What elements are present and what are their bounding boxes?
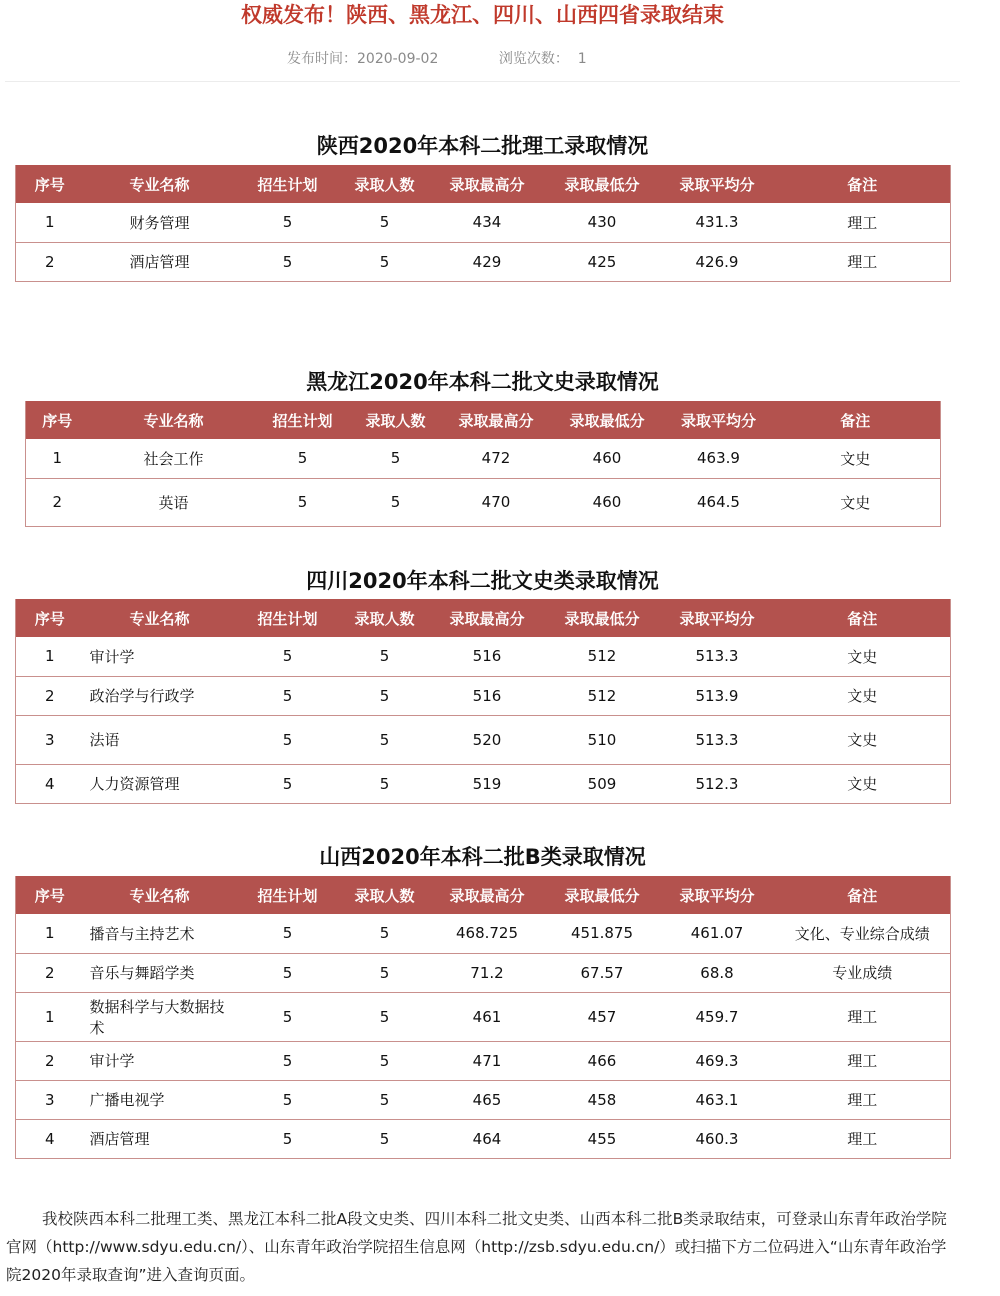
admission-table-sichuan bbox=[15, 599, 951, 804]
col-remark-cell: 文史 bbox=[771, 478, 941, 526]
admission-table-heilongjiang bbox=[25, 401, 941, 527]
col-max-score-cell: 461 bbox=[430, 992, 545, 1041]
col-plan-cell: 5 bbox=[236, 715, 340, 764]
col-admitted-cell: 5 bbox=[340, 242, 430, 281]
col-plan-cell: 5 bbox=[236, 1080, 340, 1119]
col-remark-cell: 文史 bbox=[775, 676, 951, 715]
col-max-score-header: 录取最高分 bbox=[445, 401, 548, 439]
col-major-cell: 财务管理 bbox=[84, 203, 236, 242]
col-avg-score-cell: 461.07 bbox=[660, 914, 775, 953]
col-min-score-cell: 458 bbox=[545, 1080, 660, 1119]
col-remark-header: 备注 bbox=[775, 165, 951, 203]
col-major-cell: 社会工作 bbox=[89, 439, 259, 478]
col-remark-cell: 理工 bbox=[775, 1041, 951, 1080]
col-index-cell: 1 bbox=[26, 439, 89, 478]
col-max-score-cell: 520 bbox=[430, 715, 545, 764]
col-major-cell: 审计学 bbox=[84, 1041, 236, 1080]
section-title-shaanxi: 陕西2020年本科二批理工录取情况 bbox=[316, 134, 649, 158]
view-count bbox=[499, 48, 587, 70]
table-row bbox=[16, 715, 951, 764]
table-row bbox=[16, 914, 951, 953]
col-max-score-header: 录取最高分 bbox=[430, 165, 545, 203]
col-avg-score-cell: 513.3 bbox=[660, 715, 775, 764]
col-major-cell: 音乐与舞蹈学类 bbox=[84, 953, 236, 992]
col-min-score-cell: 455 bbox=[545, 1119, 660, 1158]
section-title-heilongjiang: 黑龙江2020年本科二批文史录取情况 bbox=[306, 370, 659, 394]
col-major-cell: 酒店管理 bbox=[84, 1119, 236, 1158]
col-max-score-cell: 516 bbox=[430, 676, 545, 715]
footer-note: 我校陕西本科二批理工类、黑龙江本科二批A段文史类、四川本科二批文史类、山西本科二批B类录取结束，可登录山东青年政治学院官网（http://www.sdyu.edu.cn/）、山东青年政治学院招生信息网（http://zsb.sdyu.edu.cn/）或扫描下方二位码进入“山东青年政治学院2020年录取查询”进入查询页面。 bbox=[6, 1210, 947, 1284]
col-max-score-cell: 516 bbox=[430, 637, 545, 676]
col-min-score-header: 录取最低分 bbox=[545, 876, 660, 914]
col-admitted-cell: 5 bbox=[340, 914, 430, 953]
col-remark-cell: 文史 bbox=[771, 439, 941, 478]
col-min-score-cell: 509 bbox=[545, 764, 660, 803]
col-min-score-header: 录取最低分 bbox=[548, 401, 667, 439]
col-plan-cell: 5 bbox=[236, 1119, 340, 1158]
col-remark-cell: 理工 bbox=[775, 203, 951, 242]
col-admitted-cell: 5 bbox=[340, 953, 430, 992]
col-min-score-cell: 451.875 bbox=[545, 914, 660, 953]
col-index-cell: 2 bbox=[16, 1041, 84, 1080]
table-row bbox=[16, 953, 951, 992]
col-max-score-cell: 468.725 bbox=[430, 914, 545, 953]
col-avg-score-cell: 513.3 bbox=[660, 637, 775, 676]
col-min-score-cell: 510 bbox=[545, 715, 660, 764]
table-row bbox=[16, 203, 951, 242]
col-plan-cell: 5 bbox=[236, 764, 340, 803]
table-row bbox=[16, 242, 951, 281]
col-admitted-cell: 5 bbox=[340, 1041, 430, 1080]
table-row bbox=[16, 1041, 951, 1080]
col-major-header: 专业名称 bbox=[89, 401, 259, 439]
col-min-score-header: 录取最低分 bbox=[545, 165, 660, 203]
col-index-cell: 3 bbox=[16, 1080, 84, 1119]
col-min-score-cell: 460 bbox=[548, 478, 667, 526]
section-title-shanxi: 山西2020年本科二批B类录取情况 bbox=[319, 845, 646, 869]
col-remark-cell: 理工 bbox=[775, 242, 951, 281]
col-major-cell: 数据科学与大数据技术 bbox=[84, 992, 236, 1041]
section-title-sichuan: 四川2020年本科二批文史类录取情况 bbox=[306, 569, 659, 593]
col-plan-cell: 5 bbox=[236, 637, 340, 676]
col-plan-header: 招生计划 bbox=[236, 165, 340, 203]
col-remark-cell: 文史 bbox=[775, 715, 951, 764]
col-max-score-cell: 434 bbox=[430, 203, 545, 242]
col-index-cell: 4 bbox=[16, 1119, 84, 1158]
col-remark-cell: 文史 bbox=[775, 637, 951, 676]
col-avg-score-cell: 513.9 bbox=[660, 676, 775, 715]
col-admitted-cell: 5 bbox=[340, 764, 430, 803]
col-index-cell: 2 bbox=[16, 242, 84, 281]
col-major-cell: 广播电视学 bbox=[84, 1080, 236, 1119]
col-major-cell: 酒店管理 bbox=[84, 242, 236, 281]
col-index-header: 序号 bbox=[26, 401, 89, 439]
col-max-score-cell: 465 bbox=[430, 1080, 545, 1119]
col-index-cell: 3 bbox=[16, 715, 84, 764]
col-major-cell: 政治学与行政学 bbox=[84, 676, 236, 715]
col-avg-score-cell: 431.3 bbox=[660, 203, 775, 242]
col-avg-score-header: 录取平均分 bbox=[660, 599, 775, 637]
col-plan-header: 招生计划 bbox=[236, 876, 340, 914]
col-index-cell: 1 bbox=[16, 637, 84, 676]
col-plan-cell: 5 bbox=[236, 203, 340, 242]
col-avg-score-cell: 426.9 bbox=[660, 242, 775, 281]
col-min-score-cell: 460 bbox=[548, 439, 667, 478]
col-index-cell: 1 bbox=[16, 914, 84, 953]
table-header-row bbox=[26, 401, 941, 439]
col-plan-cell: 5 bbox=[236, 914, 340, 953]
col-major-header: 专业名称 bbox=[84, 165, 236, 203]
col-max-score-header: 录取最高分 bbox=[430, 876, 545, 914]
col-plan-cell: 5 bbox=[236, 676, 340, 715]
col-min-score-header: 录取最低分 bbox=[545, 599, 660, 637]
col-index-cell: 2 bbox=[16, 676, 84, 715]
admission-table-shaanxi bbox=[15, 165, 951, 282]
col-index-cell: 2 bbox=[16, 953, 84, 992]
col-avg-score-cell: 512.3 bbox=[660, 764, 775, 803]
table-header-row bbox=[16, 876, 951, 914]
col-remark-header: 备注 bbox=[775, 876, 951, 914]
col-avg-score-cell: 459.7 bbox=[660, 992, 775, 1041]
col-avg-score-cell: 460.3 bbox=[660, 1119, 775, 1158]
views-value: 1 bbox=[577, 51, 587, 67]
table-header-row bbox=[16, 599, 951, 637]
col-index-header: 序号 bbox=[16, 599, 84, 637]
col-plan-header: 招生计划 bbox=[259, 401, 347, 439]
col-remark-cell: 专业成绩 bbox=[775, 953, 951, 992]
views-label: 浏览次数： bbox=[498, 51, 569, 67]
col-admitted-cell: 5 bbox=[347, 439, 445, 478]
col-plan-cell: 5 bbox=[236, 953, 340, 992]
col-major-cell: 法语 bbox=[84, 715, 236, 764]
col-remark-header: 备注 bbox=[771, 401, 941, 439]
col-min-score-cell: 512 bbox=[545, 676, 660, 715]
col-max-score-header: 录取最高分 bbox=[430, 599, 545, 637]
table-row bbox=[16, 992, 951, 1041]
col-remark-cell: 文化、专业综合成绩 bbox=[775, 914, 951, 953]
col-max-score-cell: 472 bbox=[445, 439, 548, 478]
col-avg-score-header: 录取平均分 bbox=[667, 401, 771, 439]
col-avg-score-cell: 469.3 bbox=[660, 1041, 775, 1080]
col-admitted-cell: 5 bbox=[347, 478, 445, 526]
table-row bbox=[26, 478, 941, 526]
table-row bbox=[26, 439, 941, 478]
col-major-cell: 英语 bbox=[89, 478, 259, 526]
col-avg-score-header: 录取平均分 bbox=[660, 876, 775, 914]
page-title: 权威发布！陕西、黑龙江、四川、山西四省录取结束 bbox=[241, 3, 724, 27]
divider bbox=[5, 81, 960, 82]
col-major-header: 专业名称 bbox=[84, 599, 236, 637]
col-min-score-cell: 430 bbox=[545, 203, 660, 242]
table-row bbox=[16, 676, 951, 715]
col-admitted-cell: 5 bbox=[340, 676, 430, 715]
col-admitted-header: 录取人数 bbox=[347, 401, 445, 439]
col-admitted-cell: 5 bbox=[340, 637, 430, 676]
col-plan-cell: 5 bbox=[236, 242, 340, 281]
col-index-cell: 2 bbox=[26, 478, 89, 526]
col-admitted-header: 录取人数 bbox=[340, 599, 430, 637]
admission-table-shanxi bbox=[15, 876, 951, 1159]
article-meta bbox=[287, 48, 587, 70]
col-min-score-cell: 457 bbox=[545, 992, 660, 1041]
col-min-score-cell: 512 bbox=[545, 637, 660, 676]
col-remark-cell: 理工 bbox=[775, 1119, 951, 1158]
col-plan-cell: 5 bbox=[259, 478, 347, 526]
col-admitted-cell: 5 bbox=[340, 1080, 430, 1119]
publish-date: 发布时间：2020-09-02 bbox=[287, 51, 439, 67]
col-avg-score-cell: 68.8 bbox=[660, 953, 775, 992]
col-plan-cell: 5 bbox=[236, 992, 340, 1041]
col-major-cell: 审计学 bbox=[84, 637, 236, 676]
col-admitted-cell: 5 bbox=[340, 715, 430, 764]
col-max-score-cell: 71.2 bbox=[430, 953, 545, 992]
col-plan-cell: 5 bbox=[236, 1041, 340, 1080]
table-row bbox=[16, 764, 951, 803]
table-row bbox=[16, 1119, 951, 1158]
col-min-score-cell: 466 bbox=[545, 1041, 660, 1080]
col-max-score-cell: 464 bbox=[430, 1119, 545, 1158]
col-admitted-cell: 5 bbox=[340, 1119, 430, 1158]
col-max-score-cell: 429 bbox=[430, 242, 545, 281]
col-index-cell: 4 bbox=[16, 764, 84, 803]
col-min-score-cell: 67.57 bbox=[545, 953, 660, 992]
col-remark-cell: 理工 bbox=[775, 1080, 951, 1119]
col-min-score-cell: 425 bbox=[545, 242, 660, 281]
col-max-score-cell: 470 bbox=[445, 478, 548, 526]
col-max-score-cell: 471 bbox=[430, 1041, 545, 1080]
table-row bbox=[16, 637, 951, 676]
col-major-cell: 播音与主持艺术 bbox=[84, 914, 236, 953]
col-index-cell: 1 bbox=[16, 992, 84, 1041]
table-header-row bbox=[16, 165, 951, 203]
col-avg-score-cell: 463.9 bbox=[667, 439, 771, 478]
col-avg-score-header: 录取平均分 bbox=[660, 165, 775, 203]
col-plan-cell: 5 bbox=[259, 439, 347, 478]
col-max-score-cell: 519 bbox=[430, 764, 545, 803]
col-admitted-header: 录取人数 bbox=[340, 165, 430, 203]
col-index-cell: 1 bbox=[16, 203, 84, 242]
col-remark-cell: 理工 bbox=[775, 992, 951, 1041]
col-admitted-cell: 5 bbox=[340, 992, 430, 1041]
col-avg-score-cell: 463.1 bbox=[660, 1080, 775, 1119]
col-major-header: 专业名称 bbox=[84, 876, 236, 914]
col-major-cell: 人力资源管理 bbox=[84, 764, 236, 803]
col-remark-header: 备注 bbox=[775, 599, 951, 637]
col-index-header: 序号 bbox=[16, 876, 84, 914]
col-index-header: 序号 bbox=[16, 165, 84, 203]
table-row bbox=[16, 1080, 951, 1119]
col-avg-score-cell: 464.5 bbox=[667, 478, 771, 526]
col-admitted-header: 录取人数 bbox=[340, 876, 430, 914]
col-plan-header: 招生计划 bbox=[236, 599, 340, 637]
col-remark-cell: 文史 bbox=[775, 764, 951, 803]
col-admitted-cell: 5 bbox=[340, 203, 430, 242]
